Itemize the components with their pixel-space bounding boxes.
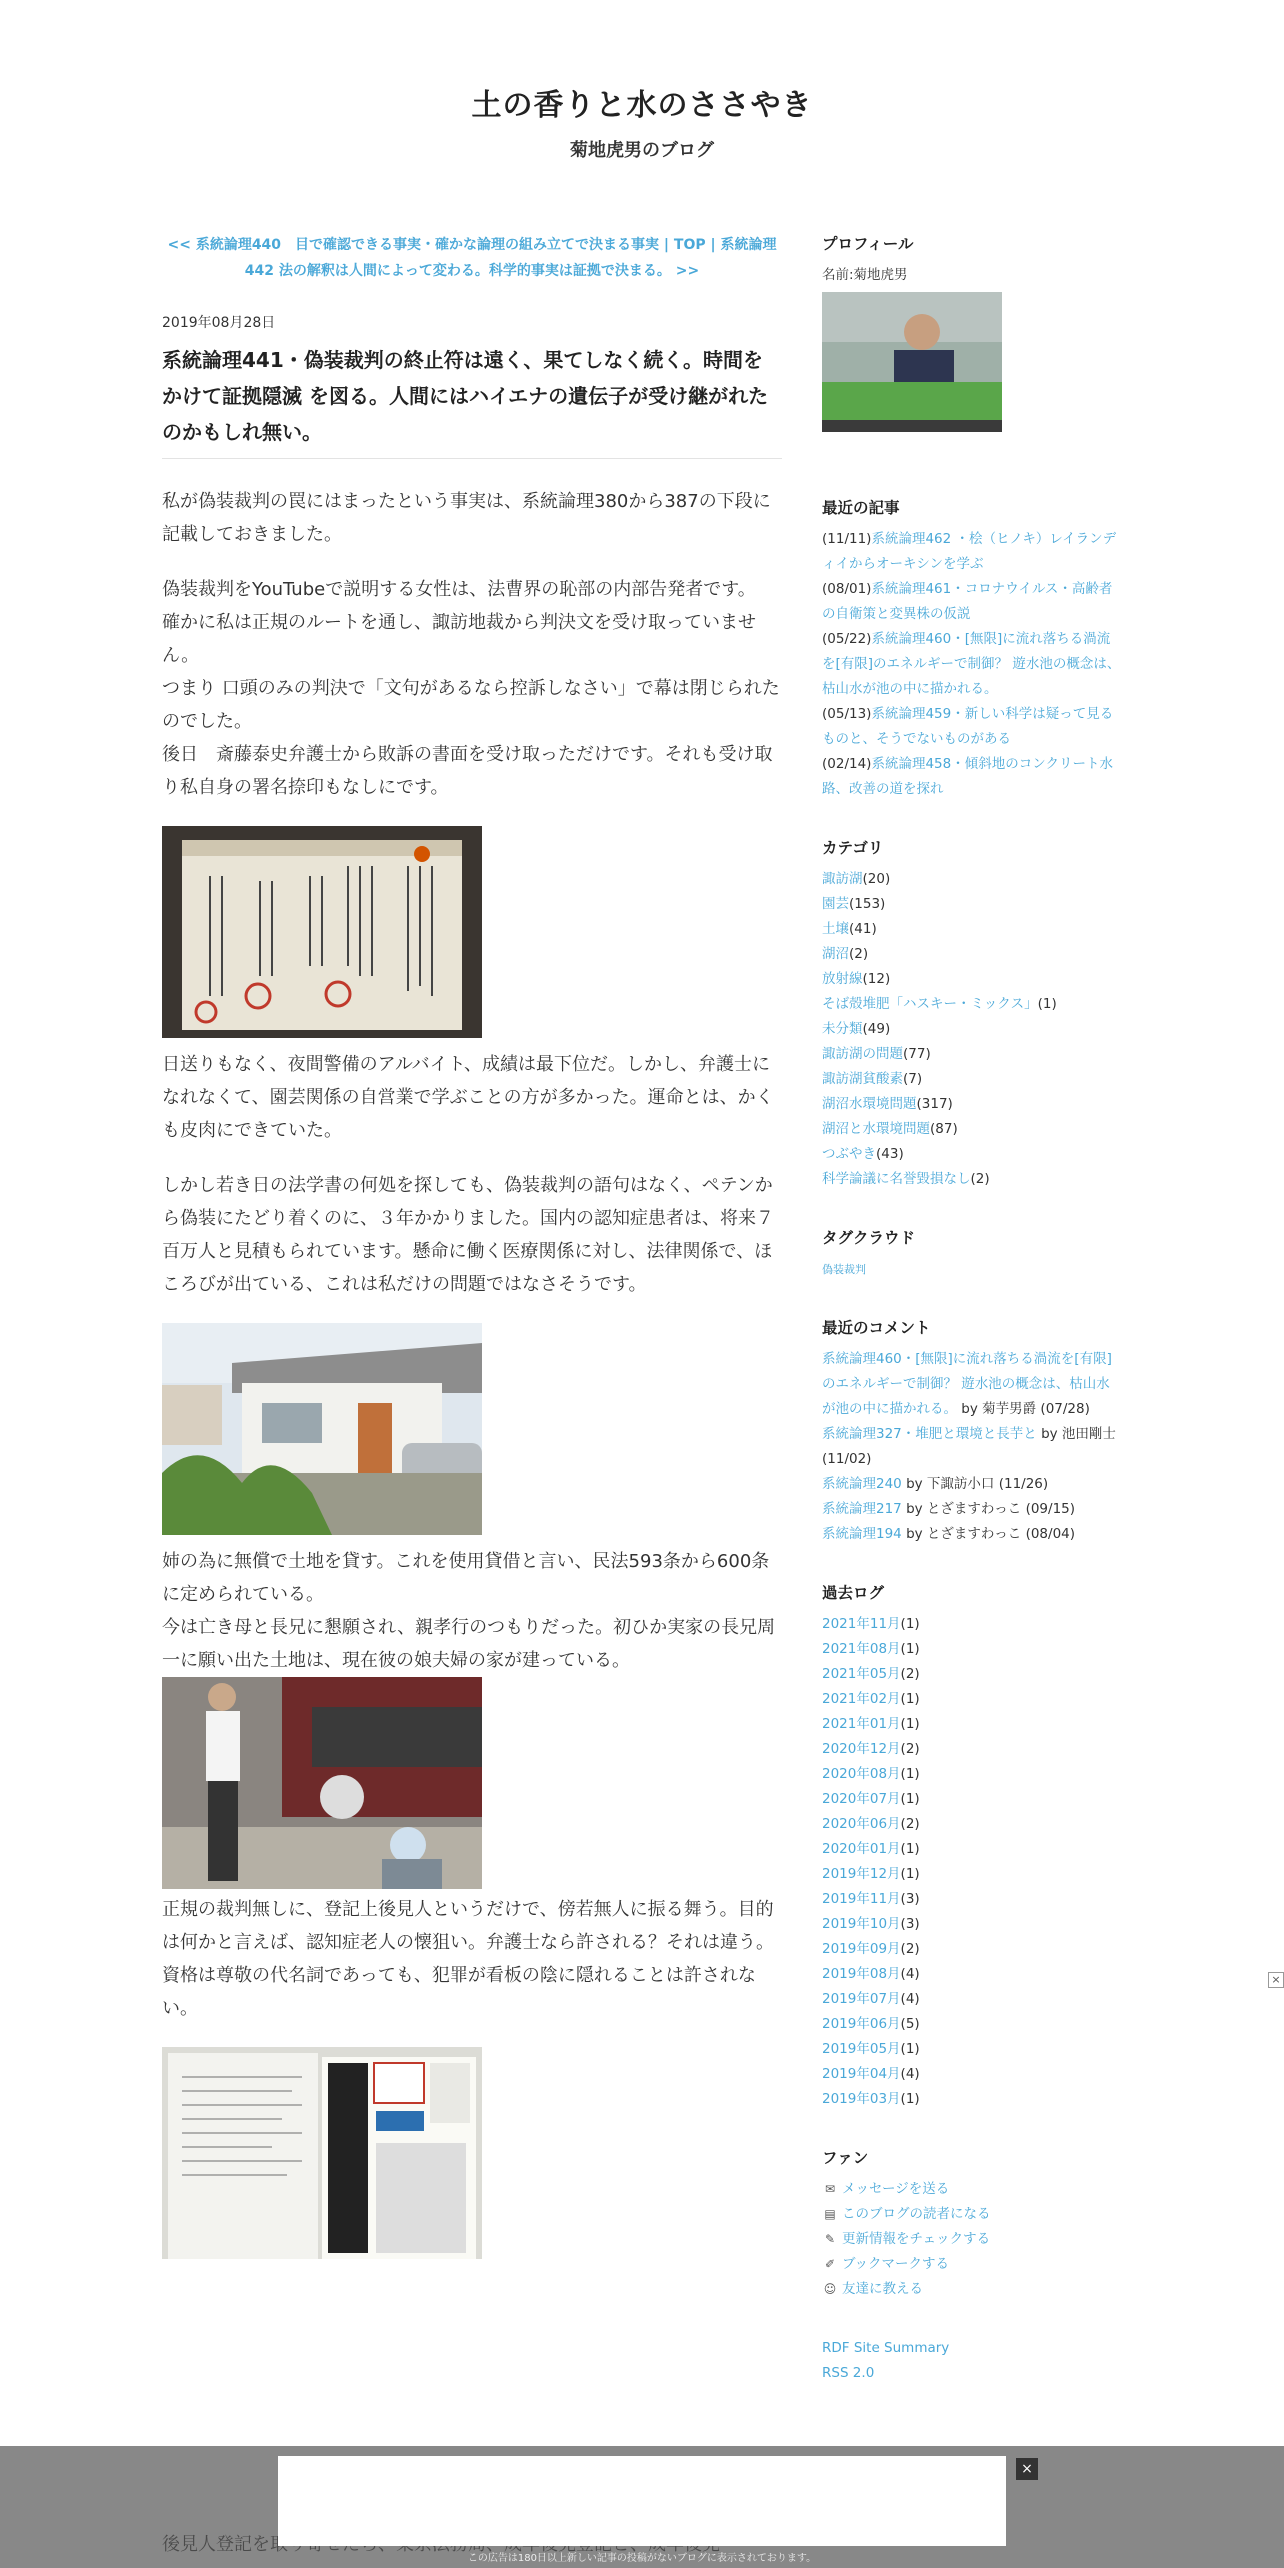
comment-post-link[interactable]: 系統論理194 xyxy=(822,1526,902,1542)
archive-count: (4) xyxy=(900,1991,920,2007)
list-item xyxy=(822,1712,1122,1737)
fan-section xyxy=(822,2146,1122,2302)
profile-heading: プロフィール xyxy=(822,235,914,253)
recent-post-link[interactable]: 系統論理460・[無限]に流れ落ちる渦流を[有限]のエネルギーで制御？ 遊水池の概念は、枯山水が池の中に描かれる。 xyxy=(822,631,1121,697)
post-paragraph: つまり 口頭のみの判決で「文句があるなら控訴しなさい」で幕は閉じられたのでした。 xyxy=(162,678,780,732)
category-count: (12) xyxy=(862,971,891,987)
document-photo[interactable] xyxy=(162,2047,482,2259)
archive-section xyxy=(822,1581,1122,2112)
become-reader-link[interactable]: このブログの読者になる xyxy=(842,2206,991,2222)
tag-link[interactable]: 偽装裁判 xyxy=(822,1263,866,1276)
list-item xyxy=(822,1862,1122,1887)
list-item xyxy=(822,1167,1122,1192)
archive-link[interactable]: 2019年06月 xyxy=(822,2016,901,2032)
site-title[interactable]: 土の香りと水のささやき xyxy=(471,88,813,123)
recent-posts-heading: 最近の記事 xyxy=(822,499,900,517)
list-item xyxy=(822,702,1122,752)
category-count: (41) xyxy=(849,921,877,937)
list-item xyxy=(822,1042,1122,1067)
recent-posts-list xyxy=(822,527,1122,802)
archive-count: (3) xyxy=(900,1916,920,1932)
archive-count: (2) xyxy=(900,1666,920,1682)
archive-count: (1) xyxy=(900,1616,920,1632)
archive-count: (2) xyxy=(900,1816,920,1832)
archive-count: (1) xyxy=(900,1766,920,1782)
list-item xyxy=(822,2252,1122,2277)
archive-count: (4) xyxy=(900,2066,920,2082)
send-message-link[interactable]: メッセージを送る xyxy=(842,2181,950,2197)
category-link[interactable]: そば殻堆肥「ハスキー・ミックス」 xyxy=(822,996,1038,1012)
bookmark-icon: ✐ xyxy=(824,2257,836,2271)
post-paragraph: 私が偽装裁判の罠にはまったという事実は、系統論理380から387の下段に記載しておきました。 xyxy=(162,491,771,545)
list-item xyxy=(822,2277,1122,2302)
comment-post-link[interactable]: 系統論理327・堆肥と環境と長芋と xyxy=(822,1426,1037,1442)
list-item xyxy=(822,2037,1122,2062)
archive-link[interactable]: 2021年05月 xyxy=(822,1666,901,1682)
category-count: (20) xyxy=(862,871,891,887)
archive-count: (1) xyxy=(900,1691,920,1707)
sidebar xyxy=(822,232,1122,2420)
post-paragraph: 確かに私は正規のルートを通し、諏訪地裁から判決文を受け取っていません。 xyxy=(162,612,756,666)
archive-count: (1) xyxy=(900,1866,920,1882)
archive-link[interactable]: 2019年05月 xyxy=(822,2041,901,2057)
fan-list xyxy=(822,2177,1122,2302)
list-item xyxy=(822,1762,1122,1787)
comment-post-link[interactable]: 系統論理240 xyxy=(822,1476,902,1492)
list-item xyxy=(822,2062,1122,2087)
tag-cloud-heading: タグクラウド xyxy=(822,1229,916,1247)
category-heading: カテゴリ xyxy=(822,839,884,857)
comment-meta: by とざますわっこ (09/15) xyxy=(901,1501,1076,1517)
post-paragraph: 後日 斎藤泰史弁護士から敗訴の書面を受け取っただけです。それも受け取り私自身の署名捺印もなしにです。 xyxy=(162,744,773,798)
category-count: (1) xyxy=(1037,996,1057,1012)
mail-icon: ✉ xyxy=(824,2182,836,2196)
post-paragraph: 姉の為に無償で土地を貸す。これを使用貸借と言い、民法593条から600条に定められている。 xyxy=(162,1551,770,1605)
category-count: (2) xyxy=(970,1171,990,1187)
list-item xyxy=(822,2202,1122,2227)
archive-count: (1) xyxy=(900,1841,920,1857)
avatar[interactable] xyxy=(822,292,1002,432)
category-count: (43) xyxy=(876,1146,904,1162)
list-item xyxy=(822,1017,1122,1042)
list-item xyxy=(822,1737,1122,1762)
archive-count: (1) xyxy=(900,1641,920,1657)
archive-link[interactable]: 2019年08月 xyxy=(822,1966,901,1982)
pager-separator: | xyxy=(705,237,721,253)
comment-meta: by 下諏訪小口 (11/26) xyxy=(901,1476,1049,1492)
category-link[interactable]: 園芸 xyxy=(822,896,849,912)
site-subtitle: 菊地虎男のブログ xyxy=(570,140,714,161)
ad-overlay xyxy=(0,2446,1284,2568)
archive-link[interactable]: 2021年01月 xyxy=(822,1716,901,1732)
ad-notice: この広告は180日以上新しい記事の投稿がないブログに表示されております。 xyxy=(467,2553,817,2564)
side-close-button[interactable]: × xyxy=(1268,1972,1284,1988)
recent-post-date: (11/11) xyxy=(822,531,872,547)
recent-post-link[interactable]: 系統論理459・新しい科学は疑って見るものと、そうでないものがある xyxy=(822,706,1114,747)
list-item xyxy=(822,942,1122,967)
next-post-link[interactable]: 系統論理442 法の解釈は人間によって変わる。科学的事実は証拠で決まる。 >> xyxy=(244,237,777,279)
post-title: 系統論理441・偽装裁判の終止符は遠く、果てしなく続く。時間をかけて証拠隠滅 を図る。人間にはハイエナの遺伝子が受け継がれたのかもしれ無い。 xyxy=(162,342,782,459)
recent-comments-list xyxy=(822,1347,1122,1547)
house-photo[interactable] xyxy=(162,1323,482,1535)
list-item xyxy=(822,992,1122,1017)
category-count: (2) xyxy=(849,946,869,962)
comment-meta: by 菊芋男爵 (07/28) xyxy=(957,1401,1090,1417)
list-item xyxy=(822,1687,1122,1712)
recent-comments-section xyxy=(822,1316,1122,1547)
archive-link[interactable]: 2019年10月 xyxy=(822,1916,901,1932)
archive-count: (1) xyxy=(900,1716,920,1732)
category-link[interactable]: 諏訪湖貧酸素 xyxy=(822,1071,903,1087)
list-item xyxy=(822,577,1122,627)
post-paragraph: 日送りもなく、夜間警備のアルバイト、成績は最下位だ。しかし、弁護士になれなくて、園芸関係の自営業で学ぶことの方が多かった。運命とは、かくも皮肉にできていた。 xyxy=(162,1054,774,1141)
recent-post-link[interactable]: 系統論理462 ・桧（ヒノキ）レイランディイからオーキシンを学ぶ xyxy=(822,531,1117,572)
archive-count: (2) xyxy=(900,1941,920,1957)
category-link[interactable]: 諏訪湖 xyxy=(822,871,863,887)
list-item xyxy=(822,1937,1122,1962)
post-paragraph: しかし若き日の法学書の何処を探しても、偽装裁判の語句はなく、ペテンから偽装にたどり着くのに、３年かかりました。国内の認知症患者は、将来７百万人と見積もられています。懸命に働く医療関係に対し、法律関係で、ほころびが出ている、これは私だけの問題ではなさそうです。 xyxy=(162,1175,774,1295)
post-paragraph-group xyxy=(162,573,782,804)
recent-post-date: (05/13) xyxy=(822,706,872,722)
category-count: (49) xyxy=(862,1021,891,1037)
archive-link[interactable]: 2020年07月 xyxy=(822,1791,901,1807)
tag-cloud-section xyxy=(822,1226,1122,1282)
fan-heading: ファン xyxy=(822,2149,869,2167)
archive-count: (4) xyxy=(900,1966,920,1982)
category-link[interactable]: 湖沼水環境問題 xyxy=(822,1096,917,1112)
feeds-section xyxy=(822,2336,1122,2386)
pager-separator: | xyxy=(659,237,674,253)
category-link[interactable]: 湖沼と水環境問題 xyxy=(822,1121,930,1137)
rss-link[interactable]: RSS 2.0 xyxy=(822,2365,875,2381)
main-column xyxy=(162,232,782,2269)
list-item xyxy=(822,1787,1122,1812)
reader-icon: ▤ xyxy=(824,2207,836,2221)
archive-count: (5) xyxy=(900,2016,920,2032)
archive-count: (1) xyxy=(900,2091,920,2107)
list-item xyxy=(822,1912,1122,1937)
list-item xyxy=(822,527,1122,577)
list-item xyxy=(822,1612,1122,1637)
archive-link[interactable]: 2020年01月 xyxy=(822,1841,901,1857)
archive-list xyxy=(822,1612,1122,2112)
list-item xyxy=(822,752,1122,802)
category-count: (77) xyxy=(903,1046,931,1062)
list-item xyxy=(822,627,1122,702)
list-item xyxy=(822,2012,1122,2037)
archive-count: (3) xyxy=(900,1891,920,1907)
archive-link[interactable]: 2019年12月 xyxy=(822,1866,901,1882)
post-body xyxy=(162,485,782,2259)
archive-link[interactable]: 2021年11月 xyxy=(822,1616,901,1632)
archive-link[interactable]: 2021年02月 xyxy=(822,1691,901,1707)
list-item xyxy=(822,1422,1122,1472)
archive-link[interactable]: 2020年12月 xyxy=(822,1741,901,1757)
list-item xyxy=(822,917,1122,942)
top-link[interactable]: TOP xyxy=(673,237,706,253)
list-item xyxy=(822,1637,1122,1662)
comment-post-link[interactable]: 系統論理217 xyxy=(822,1501,902,1517)
recent-post-date: (08/01) xyxy=(822,581,872,597)
comment-post-link[interactable]: 系統論理460・[無限]に流れ落ちる渦流を[有限]のエネルギーで制御？ 遊水池の概念は、枯山水が池の中に描かれる。 xyxy=(822,1351,1112,1417)
archive-link[interactable]: 2021年08月 xyxy=(822,1641,901,1657)
ad-banner[interactable] xyxy=(278,2456,1006,2546)
list-item xyxy=(822,892,1122,917)
check-updates-link[interactable]: 更新情報をチェックする xyxy=(842,2231,991,2247)
archive-heading: 過去ログ xyxy=(822,1584,885,1602)
category-count: (317) xyxy=(916,1096,953,1112)
list-item xyxy=(822,1092,1122,1117)
list-item xyxy=(822,2177,1122,2202)
category-link[interactable]: 放射線 xyxy=(822,971,863,987)
category-section xyxy=(822,836,1122,1192)
category-link[interactable]: 科学論議に名誉毀損なし xyxy=(822,1171,971,1187)
prev-post-link[interactable]: << 系統論理440 目で確認できる事実・確かな論理の組み立てで決まる事実 xyxy=(167,237,660,253)
post-paragraph-group xyxy=(162,1545,782,1677)
profile-section xyxy=(822,232,1122,432)
category-link[interactable]: つぶやき xyxy=(822,1146,876,1162)
archive-count: (1) xyxy=(900,1791,920,1807)
profile-name: 名前:菊地虎男 xyxy=(822,267,908,283)
list-item xyxy=(822,2087,1122,2112)
category-link[interactable]: 土壌 xyxy=(822,921,849,937)
category-count: (7) xyxy=(903,1071,923,1087)
category-count: (87) xyxy=(930,1121,958,1137)
archive-link[interactable]: 2019年11月 xyxy=(822,1891,901,1907)
archive-link[interactable]: 2019年07月 xyxy=(822,1991,901,2007)
list-item xyxy=(822,967,1122,992)
comment-meta: by 池田剛士 (11/02) xyxy=(822,1426,1116,1467)
post-date: 2019年08月28日 xyxy=(162,315,276,331)
archive-link[interactable]: 2020年08月 xyxy=(822,1766,901,1782)
post-paragraph: 正規の裁判無しに、登記上後見人というだけで、傍若無人に振る舞う。目的は何かと言えば、認知症老人の懐狙い。弁護士なら許される？それは違う。資格は尊敬の代名詞であっても、犯罪が看板の陰に隠れることは許されない。 xyxy=(162,1899,774,2019)
certificate-photo[interactable] xyxy=(162,826,482,1038)
list-item xyxy=(822,1962,1122,1987)
list-item xyxy=(822,1472,1122,1497)
category-link[interactable]: 諏訪湖の問題 xyxy=(822,1046,903,1062)
recent-comments-heading: 最近のコメント xyxy=(822,1319,931,1337)
archive-count: (1) xyxy=(900,2041,920,2057)
archive-link[interactable]: 2019年03月 xyxy=(822,2091,901,2107)
recent-post-date: (02/14) xyxy=(822,756,872,772)
friend-icon: ☺ xyxy=(823,2282,837,2296)
category-count: (153) xyxy=(849,896,886,912)
list-item xyxy=(822,1497,1122,1522)
list-item xyxy=(822,1142,1122,1167)
rdf-link[interactable]: RDF Site Summary xyxy=(822,2340,950,2356)
list-item xyxy=(822,2227,1122,2252)
archive-link[interactable]: 2019年09月 xyxy=(822,1941,901,1957)
recent-post-link[interactable]: 系統論理458・傾斜地のコンクリート水路、改善の道を探れ xyxy=(822,756,1113,797)
list-item xyxy=(822,1117,1122,1142)
post-paragraph: 今は亡き母と長兄に懇願され、親孝行のつもりだった。初ひか実家の長兄周一に願い出た土地は、現在彼の娘夫婦の家が建っている。 xyxy=(162,1617,776,1671)
recent-post-date: (05/22) xyxy=(822,631,872,647)
list-item xyxy=(822,1662,1122,1687)
list-item xyxy=(822,1987,1122,2012)
recent-posts-section xyxy=(822,496,1122,802)
list-item xyxy=(822,1837,1122,1862)
post-pager xyxy=(162,232,782,284)
list-item xyxy=(822,1522,1122,1547)
comment-meta: by とざますわっこ (08/04) xyxy=(901,1526,1076,1542)
list-item xyxy=(822,867,1122,892)
recent-post-link[interactable]: 系統論理461・コロナウイルス・高齢者の自衛策と変異株の仮説 xyxy=(822,581,1113,622)
archive-link[interactable]: 2019年04月 xyxy=(822,2066,901,2082)
archive-count: (2) xyxy=(900,1741,920,1757)
archive-link[interactable]: 2020年06月 xyxy=(822,1816,901,1832)
post-paragraph: 偽装裁判をYouTubeで説明する女性は、法曹界の恥部の内部告発者です。 xyxy=(162,579,756,600)
category-list xyxy=(822,867,1122,1192)
category-link[interactable]: 湖沼 xyxy=(822,946,849,962)
category-link[interactable]: 未分類 xyxy=(822,1021,863,1037)
list-item xyxy=(822,1887,1122,1912)
people-photo[interactable] xyxy=(162,1677,482,1889)
tell-friend-link[interactable]: 友達に教える xyxy=(842,2281,923,2297)
list-item xyxy=(822,1812,1122,1837)
update-icon: ✎ xyxy=(824,2232,836,2246)
ad-close-button[interactable]: × xyxy=(1016,2458,1038,2480)
list-item xyxy=(822,1347,1122,1422)
list-item xyxy=(822,1067,1122,1092)
bookmark-link[interactable]: ブックマークする xyxy=(842,2256,950,2272)
blog-header xyxy=(0,80,1284,162)
